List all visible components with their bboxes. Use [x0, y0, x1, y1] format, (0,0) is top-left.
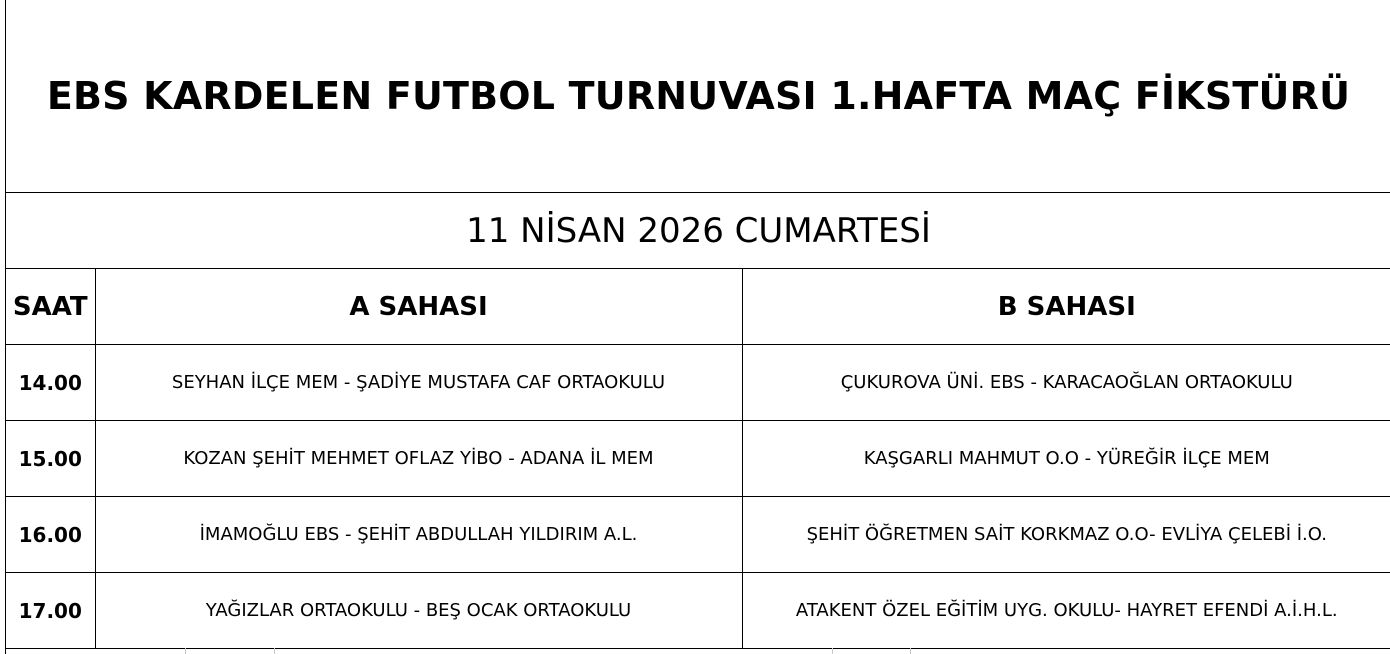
field-a-match: SEYHAN İLÇE MEM - ŞADİYE MUSTAFA CAF ORTAOKULU: [95, 345, 742, 421]
gridline-tick: [274, 648, 275, 654]
header-field-a: A SAHASI: [95, 269, 742, 345]
page-title: EBS KARDELEN FUTBOL TURNUVASI 1.HAFTA MAÇ FİKSTÜRÜ: [46, 74, 1351, 118]
match-date: 11 NİSAN 2026 CUMARTESİ: [466, 210, 931, 251]
header-field-b: B SAHASI: [742, 269, 1390, 345]
field-b-match: ÇUKUROVA ÜNİ. EBS - KARACAOĞLAN ORTAOKULU: [742, 345, 1390, 421]
header-row: [6, 269, 1390, 345]
table-row: [6, 573, 1390, 649]
fixture-table: [6, 269, 1390, 649]
date-row: [6, 193, 1390, 269]
gridline-tick: [910, 648, 911, 654]
field-a-match: KOZAN ŞEHİT MEHMET OFLAZ YİBO - ADANA İL MEM: [95, 421, 742, 497]
gridline-tick: [185, 648, 186, 654]
header-time: SAAT: [6, 269, 95, 345]
field-b-match: ATAKENT ÖZEL EĞİTİM UYG. OKULU- HAYRET EFENDİ A.İ.H.L.: [742, 573, 1390, 649]
table-row: [6, 497, 1390, 573]
field-a-match: İMAMOĞLU EBS - ŞEHİT ABDULLAH YILDIRIM A.L.: [95, 497, 742, 573]
gridline-tick: [832, 648, 833, 654]
match-time: 15.00: [6, 421, 95, 497]
field-b-match: ŞEHİT ÖĞRETMEN SAİT KORKMAZ O.O- EVLİYA ÇELEBİ İ.O.: [742, 497, 1390, 573]
field-a-match: YAĞIZLAR ORTAOKULU - BEŞ OCAK ORTAOKULU: [95, 573, 742, 649]
title-row: [6, 0, 1390, 193]
match-time: 16.00: [6, 497, 95, 573]
table-row: [6, 345, 1390, 421]
fixture-sheet: [5, 0, 1390, 654]
match-time: 14.00: [6, 345, 95, 421]
field-b-match: KAŞGARLI MAHMUT O.O - YÜREĞİR İLÇE MEM: [742, 421, 1390, 497]
table-row: [6, 421, 1390, 497]
match-time: 17.00: [6, 573, 95, 649]
